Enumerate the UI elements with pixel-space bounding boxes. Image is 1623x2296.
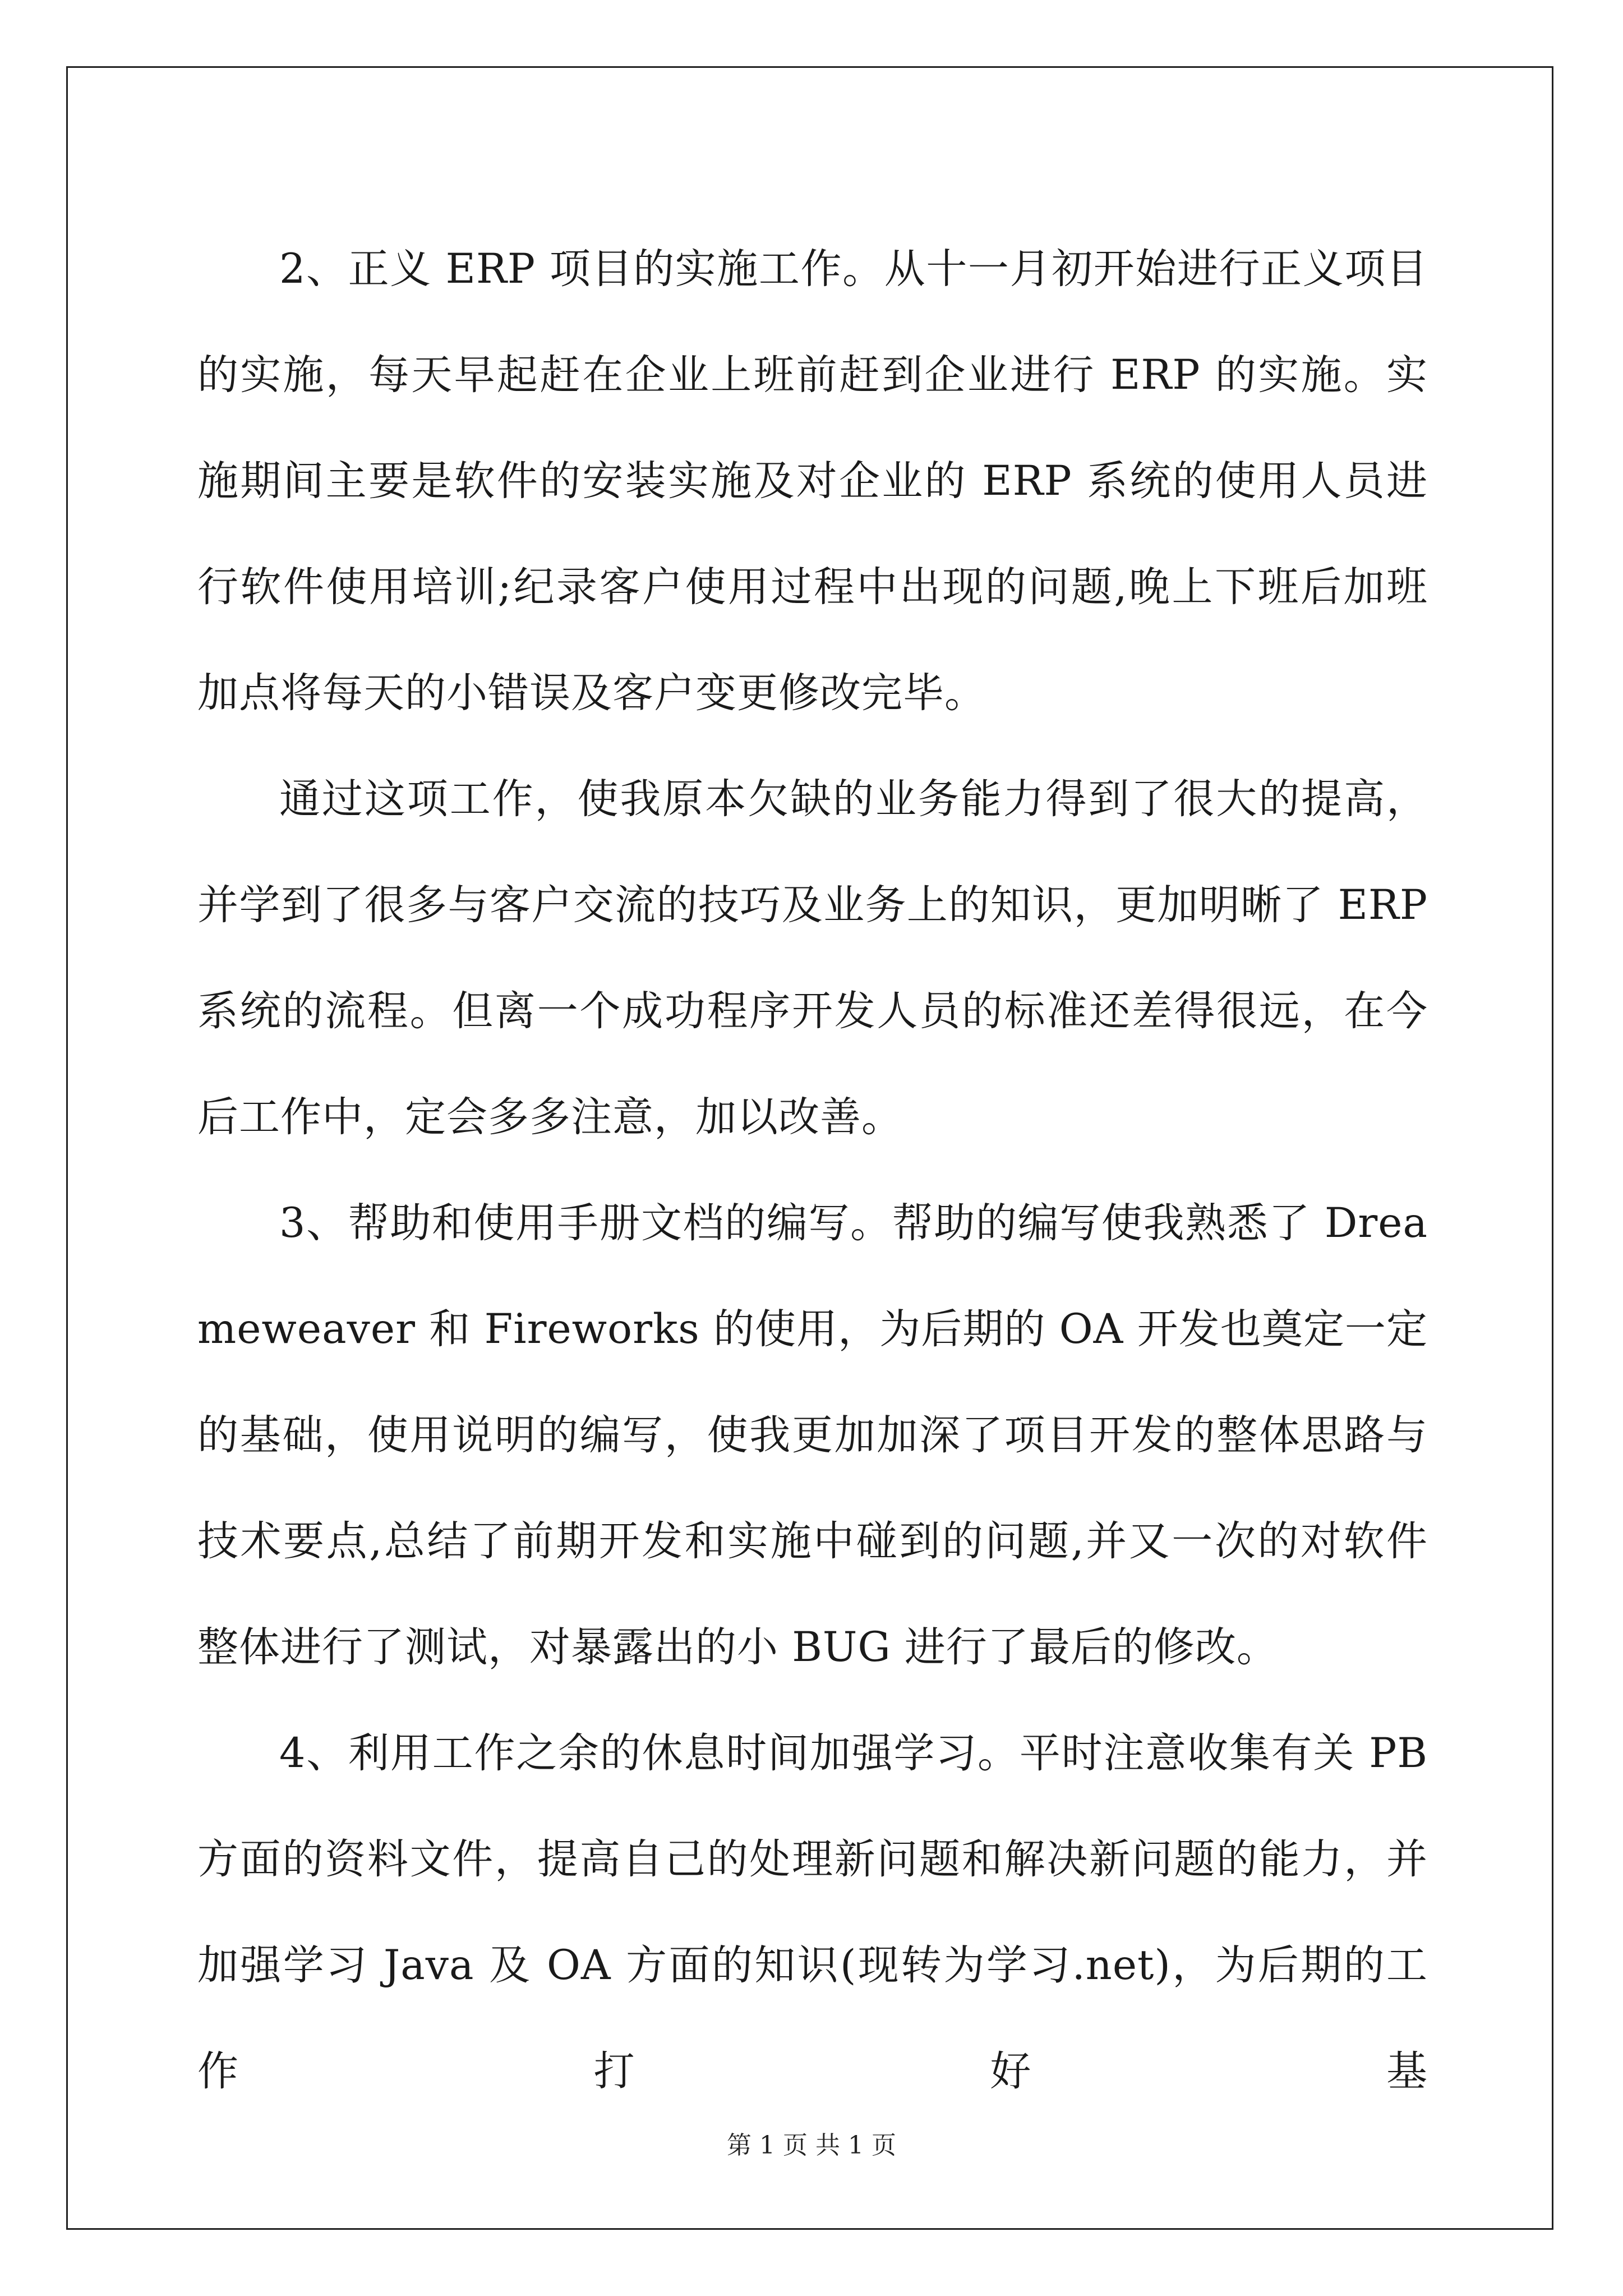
paragraph-erp-implementation: 2、正义 ERP 项目的实施工作。从十一月初开始进行正义项目的实施，每天早起赶在企业上班前赶到企业进行 ERP 的实施。实施期间主要是软件的安装实施及对企业的 ERP 系统的使用人员进行软件使用培训;纪录客户使用过程中出现的问题,晚上下班后加班加点将每天的小错误及客户变更修改完毕。: [197, 245, 1428, 717]
page-footer: 第 1 页 共 1 页: [727, 2131, 896, 2160]
paragraph-manual-writing: 3、帮助和使用手册文档的编写。帮助的编写使我熟悉了 Dreameweaver 和 Fireworks 的使用，为后期的 OA 开发也奠定一定的基础，使用说明的编写，使我更加加深了项目开发的整体思路与技术要点,总结了前期开发和实施中碰到的问题,并又一次的对软件整体进行了测试，对暴露出的小 BUG 进行了最后的修改。: [197, 1199, 1428, 1671]
paragraph-study: 4、利用工作之余的休息时间加强学习。平时注意收集有关 PB 方面的资料文件，提高自己的处理新问题和解决新问题的能力，并加强学习 Java 及 OA 方面的知识(现转为学习.net)，为后期的工作打好基: [197, 1729, 1442, 2095]
paragraph-work-reflection: 通过这项工作，使我原本欠缺的业务能力得到了很大的提高，并学到了很多与客户交流的技巧及业务上的知识，更加明晰了 ERP 系统的流程。但离一个成功程序开发人员的标准还差得很远，在今后工作中，定会多多注意，加以改善。: [197, 775, 1442, 1141]
document-body: [197, 216, 1442, 2124]
